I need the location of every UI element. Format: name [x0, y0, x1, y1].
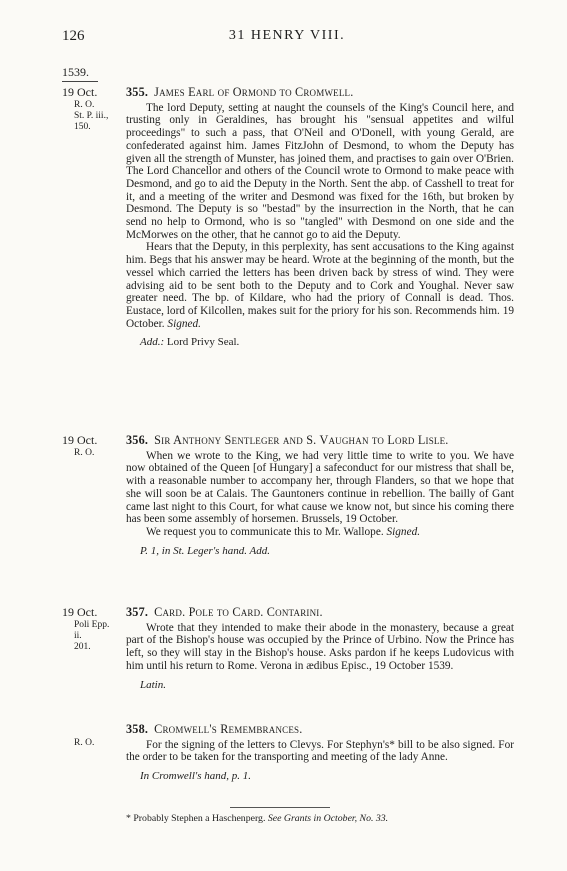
entry-356 — [62, 434, 514, 557]
entry-number: 358. — [126, 722, 149, 736]
source-ref: 201. — [74, 642, 91, 652]
margin-note — [62, 738, 118, 749]
margin-note — [62, 434, 118, 459]
endorsement: Latin. — [140, 678, 166, 691]
entry-paragraph: When we wrote to the King, we had very little time to write to you. We have now obtained of the Queen [of Hungary] a safeconduct for our mistress that shall be, with a reasonable number to accompany her, through Flanders, so that we hope that she will soon be at Calais. The Gauntoners continue in rebellion. The bailly of Gant came last night to this Court, for what cause we know not, but since his coming there has been some assembly of horsemen. Brussels, 19 October. — [126, 449, 514, 526]
entry-date: 19 Oct. — [62, 85, 98, 99]
page-number: 126 — [62, 28, 85, 44]
entry-paragraph: For the signing of the letters to Clevys. For Stephyn's* bill to be also signed. For the order to be taken for the transporting and meeting of the lady Anne. — [126, 738, 514, 764]
entry-title — [126, 723, 514, 736]
footnote-see: See Grants in October, No. 33. — [267, 813, 389, 824]
entry-heading: Sir Anthony Sentleger and S. Vaughan to Lord Lisle. — [154, 433, 449, 447]
entry-content — [126, 723, 514, 783]
endorsement: P. 1, in St. Leger's hand. Add. — [140, 544, 270, 557]
entry-date: 19 Oct. — [62, 433, 98, 447]
source-ref: Poli Epp. ii. — [74, 620, 110, 641]
entry-content — [126, 434, 514, 557]
source-ref: R. O. — [74, 100, 95, 110]
endorsement: Add.: Lord Privy Seal. — [140, 336, 240, 349]
source-ref: St. P. iii., — [74, 111, 109, 121]
entry-content — [126, 86, 514, 349]
entry-heading: James Earl of Ormond to Cromwell. — [154, 85, 354, 99]
entry-heading: Cromwell's Remembrances. — [154, 722, 303, 736]
signed-note: Signed. — [386, 525, 421, 538]
entry-358 — [62, 723, 514, 783]
footnote: * Probably Stephen a Haschenperg. See Grants in October, No. 33. — [126, 813, 389, 824]
entry-title — [126, 86, 514, 99]
year-rule — [62, 81, 98, 82]
entry-number: 357. — [126, 605, 149, 619]
entry-title — [126, 434, 514, 447]
entry-title — [126, 606, 514, 619]
signed-note: Signed. — [167, 317, 201, 330]
entry-357 — [62, 606, 514, 691]
footnote-rule — [230, 807, 330, 808]
entry-date: 19 Oct. — [62, 605, 98, 619]
entry-355 — [62, 86, 514, 349]
entry-paragraph: Wrote that they intended to make their abode in the monastery, because a great part of the Bishop's house was occupied by the Prince of Urbino. Now the Prince has left, so they will stay in the Bishop's house. Asks pardon if he keeps Ludovicus with him until his return to Rome. Verona in ædibus Episc., 19 October 1539. — [126, 621, 514, 672]
endorsement: In Cromwell's hand, p. 1. — [140, 770, 252, 783]
source-ref: R. O. — [74, 738, 95, 748]
source-ref: 150. — [74, 122, 91, 132]
running-head: 31 HENRY VIII. — [228, 28, 346, 43]
entry-paragraph: The lord Deputy, setting at naught the counsels of the King's Council here, and trusting only in Geraldines, has brought his "sensual appetites and wilful proceedings" to such a pass, that O'Neil and O'Donell, with young Gerald, are confederated against him. James FitzJohn of Desmond, to whom the Deputy has given all the strength of Munster, has joined them, and practises to gain over O'Brien. The Lord Chancellor and others of the Council wrote to Ormond to make peace with Desmond, and go to aid the Deputy in the North. Sent the abp. of Casshell to treat for it, and a meeting of the writer and Desmond was fixed for the 16th, but broken by Desmond. The Deputy is so "bestad" by the insurrection in the North, that he can send no help to Ormond, who is so "tangled" with Desmond on one side and the McMorwes on the other, that he cannot go to aid the Deputy. — [126, 101, 514, 241]
margin-note — [62, 86, 118, 133]
entry-paragraph: Hears that the Deputy, in this perplexity, has sent accusations to the King against him. Begs that his answer may be heard. Wrote at the beginning of the month, but the vessel which carried the letters has been driven back by stress of wind. They were advising aid to be sent both to the Deputy and to Cork and Youghal. Never saw greater need. The bp. of Kildare, who had the priory of Connall is dead. Thos. Eustace, lord of Kilcollen, makes suit for the priory for his son. Recommends him. 19 October. Signed. — [126, 241, 514, 330]
entry-number: 355. — [126, 85, 149, 99]
page-header — [62, 28, 512, 48]
entry-content — [126, 606, 514, 691]
margin-note — [62, 606, 118, 653]
source-ref: R. O. — [74, 448, 95, 458]
entry-number: 356. — [126, 433, 149, 447]
entry-heading: Card. Pole to Card. Contarini. — [154, 605, 323, 619]
entry-paragraph: We request you to communicate this to Mr. Wallope. Signed. — [146, 525, 421, 538]
year-label: 1539. — [62, 65, 89, 79]
